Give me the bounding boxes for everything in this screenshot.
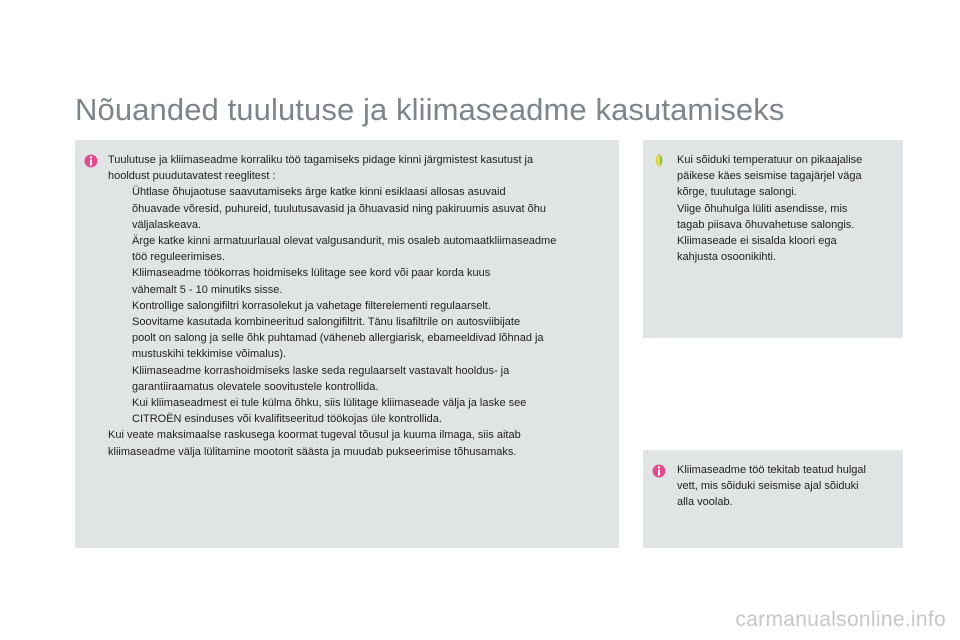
panel-line: vett, mis sõiduki seismise ajal sõiduki: [677, 480, 859, 493]
tip-line: Kliimaseadme töökorras hoidmiseks lülitage see kord või paar korda kuus: [132, 267, 491, 280]
panel-line: Kliimaseadme töö tekitab teatud hulgal: [677, 464, 866, 476]
ventilation-tips-panel: [75, 140, 619, 548]
list-item: [108, 265, 613, 297]
panel-line: Kliimaseade ei sisalda kloori ega: [677, 235, 837, 248]
tip-line: Ühtlase õhujaotuse saavutamiseks ärge katke kinni esiklaasi allosas asuvaid: [132, 186, 506, 199]
intro-line: hooldust puudutavatest reeglitest :: [108, 170, 276, 183]
list-item: [108, 363, 613, 395]
panel-line: tagab piisava õhuvahetuse salongis.: [677, 218, 855, 231]
tip-line: poolt on salong ja selle õhk puhtamad (väheneb allergiarisk, ebameeldivad lõhnad ja: [132, 332, 544, 345]
tip-line: CITROËN esinduses või kvalifitseeritud töökojas üle kontrollida.: [132, 413, 442, 426]
tip-line: garantiiraamatus olevatele soovitustele kontrollida.: [132, 380, 379, 393]
list-item: [108, 395, 613, 427]
tip-line: töö reguleerimises.: [132, 251, 225, 264]
tip-line: Kliimaseadme korrashoidmiseks laske seda regulaarselt vastavalt hooldus- ja: [132, 364, 510, 377]
list-item: [108, 233, 613, 265]
tips-list: [108, 184, 613, 427]
watermark: carmanualsonline.info: [735, 608, 946, 631]
tip-line: Kontrollige salongifiltri korrasolekut ja vahetage filterelementi regulaarselt.: [132, 299, 491, 312]
tip-line: Soovitame kasutada kombineeritud salongifiltrit. Tänu lisafiltrile on autosviibijate: [132, 316, 521, 329]
panel-line: kahjusta osoonikihti.: [677, 251, 777, 264]
panel-line: Kui sõiduki temperatuur on pikaajalise: [677, 154, 863, 166]
panel-line: kõrge, tuulutage salongi.: [677, 186, 797, 199]
panel-line: päikese käes seismise tagajärjel väga: [677, 170, 862, 183]
info-icon: [84, 154, 98, 168]
hot-car-eco-panel: [643, 140, 903, 338]
tip-line: Ärge katke kinni armatuurlaual olevat valgusandurit, mis osaleb automaatkliimaseadme: [132, 235, 557, 248]
condensation-info-body: [677, 462, 899, 511]
ventilation-tips-body: [108, 152, 613, 460]
list-item: [108, 184, 613, 233]
tip-line: väljalaskeava.: [132, 218, 202, 231]
page-title: Nõuanded tuulutuse ja kliimaseadme kasutamiseks: [75, 92, 785, 127]
tip-line: õhuavade võresid, puhureid, tuulutusavasid ja õhuavasid ning pakiruumis asuvat õhu: [132, 202, 546, 215]
eco-leaf-icon: [651, 153, 667, 169]
tip-line: mustuskihi tekkimise võimalus).: [132, 348, 287, 361]
info-icon: [652, 464, 666, 478]
condensation-info-panel: [643, 450, 903, 548]
intro-line: Tuulutuse ja kliimaseadme korraliku töö tagamiseks pidage kinni järgmistest kasutust ja: [108, 154, 534, 166]
hot-car-eco-body: [677, 152, 899, 265]
tip-line: vähemalt 5 - 10 minutiks sisse.: [132, 283, 283, 296]
outro-line: kliimaseadme välja lülitamine mootorit säästa ja muudab pukseerimise tõhusamaks.: [108, 445, 517, 458]
panel-line: Viige õhuhulga lüliti asendisse, mis: [677, 202, 848, 215]
panel-line: alla voolab.: [677, 496, 733, 509]
tip-line: Kui kliimaseadmest ei tule külma õhku, siis lülitage kliimaseade välja ja laske see: [132, 397, 527, 410]
outro-line: Kui veate maksimaalse raskusega koormat tugeval tõusul ja kuuma ilmaga, siis aitab: [108, 429, 521, 442]
list-item: [108, 298, 613, 363]
